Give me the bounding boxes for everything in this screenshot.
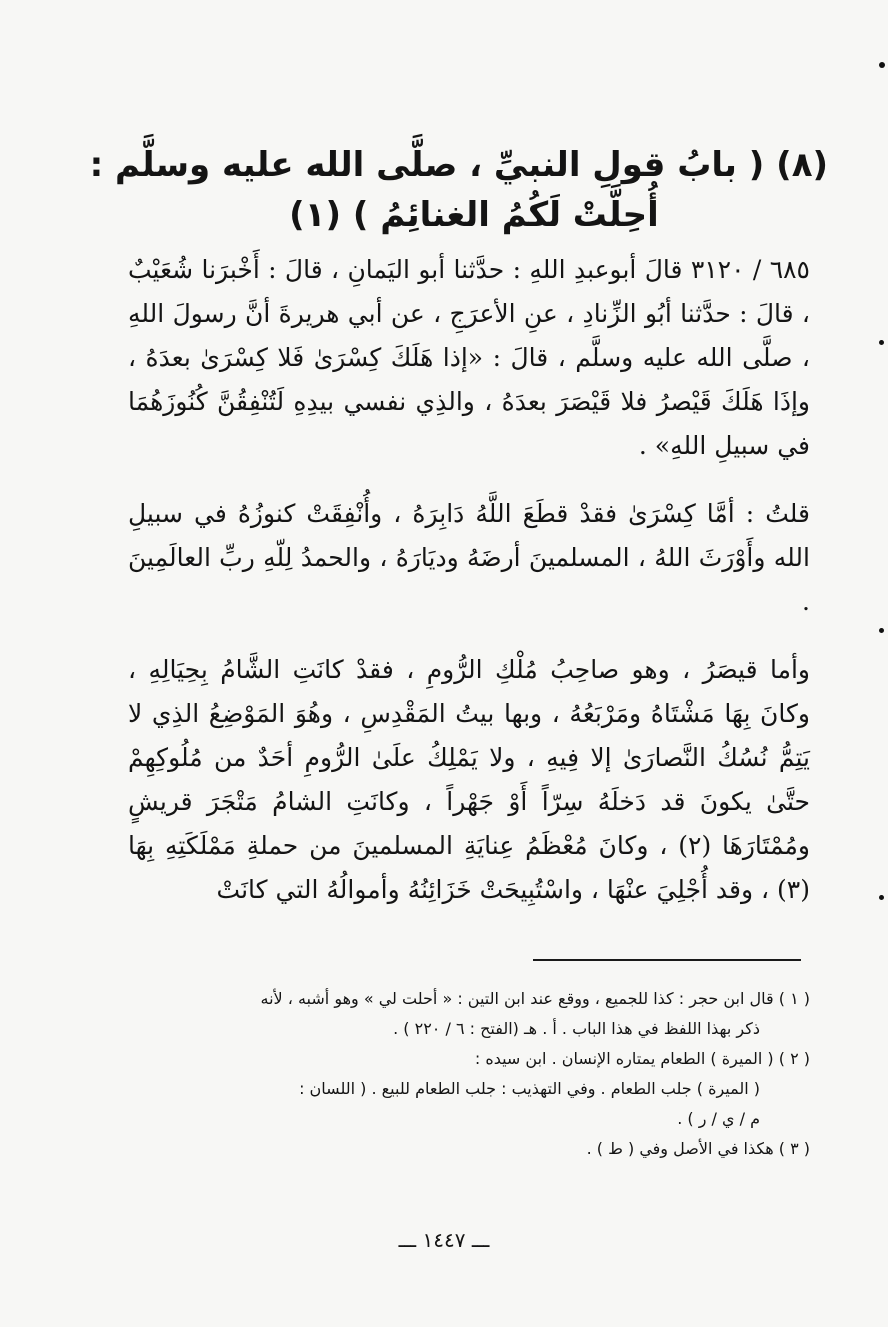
footnote-1: ( ١ ) قال ابن حجر : كذا للجميع ، ووقع عند ابن التين : « أحلت لي » وهو أشبه ، لأنه — [260, 989, 810, 1008]
footnote-2-continued: م / ي / ر ) . — [677, 1109, 760, 1128]
main-text — [128, 248, 810, 912]
scan-mark — [879, 628, 884, 633]
footnotes — [120, 984, 810, 1164]
scan-mark — [879, 895, 884, 900]
paragraph-gap — [128, 624, 810, 648]
chapter-heading — [89, 140, 828, 240]
footnote-1-continued: ذكر بهذا اللفظ في هذا الباب . أ . هـ (الفتح : ٦ / ٢٢٠ ) . — [393, 1019, 760, 1038]
footnote-2: ( ٢ ) ( الميرة ) الطعام يمتاره الإنسان . ابن سيده : — [474, 1049, 810, 1068]
hadith-paragraph: ٦٨٥ / ٣١٢٠ قالَ أبوعبدِ اللهِ : حدَّثنا أبو اليَمانِ ، قالَ : أَخْبرَنا شُعَيْبٌ ، قالَ : حدَّثنا أبُو الزِّنادِ ، عنِ الأعرَجِ ، عن أبي هريرةَ أنَّ رسولَ اللهِ ، صلَّى الله عليه وسلَّم ، قالَ : «إذا هَلَكَ كِسْرَىٰ فَلا كِسْرَىٰ بعدَهُ ، وإذَا هَلَكَ قَيْصرُ فلا قَيْصَرَ بعدَهُ ، والذِي نفسي بيدِهِ لَتُنْفِقُنَّ كُنُوزَهُمَا في سبيلِ اللهِ» . — [128, 255, 810, 460]
paragraph-gap — [128, 468, 810, 492]
commentary-paragraph-2: وأما قيصَرُ ، وهو صاحِبُ مُلْكِ الرُّومِ ، فقدْ كانَتِ الشَّامُ بِحِيَالِهِ ، وكانَ بِهَا مَشْتَاهُ ومَرْبَعُهُ ، وبها بيتُ المَقْدِسِ ، وهُوَ المَوْضِعُ الذِي لا يَتِمُّ نُسُكُ النَّصارَىٰ إلا فِيهِ ، ولا يَمْلِكُ علَىٰ الرُّومِ أحَدٌ من مُلُوكِهِمْ حتَّىٰ يكونَ قد دَخلَهُ سِرّاً أَوْ جَهْراً ، وكانَتِ الشامُ مَتْجَرَ قريشٍ ومُمْتَارَهَا (٢) ، وكانَ مُعْظَمُ عِنايَةِ المسلمينَ من حملةِ مَمْلَكَتِهِ بِهَا (٣) ، وقد أُجْلِيَ عنْهَا ، واسْتُبِيحَتْ خَزَائِنُهُ وأموالُهُ التي كانَتْ — [128, 655, 811, 904]
commentary-paragraph-1: قلتُ : أمَّا كِسْرَىٰ فقدْ قطَعَ اللَّهُ دَابِرَهُ ، وأُنْفِقَتْ كنوزُهُ في سبيلِ الله وأَوْرَثَ اللهُ ، المسلمينَ أرضَهُ وديَارَهُ ، والحمدُ لِلّهِ ربِّ العالَمِينَ . — [128, 499, 810, 616]
scan-mark — [879, 340, 884, 345]
footnote-separator — [533, 959, 801, 961]
chapter-heading-line-2: أُحِلَّتْ لَكُمُ الغنائِمُ ) (١) — [289, 195, 659, 235]
footnote-3: ( ٣ ) هكذا في الأصل وفي ( ط ) . — [586, 1139, 810, 1158]
scan-mark — [879, 62, 885, 68]
page-number: ـــ ١٤٤٧ ـــ — [398, 1228, 490, 1252]
footnote-2-continued: ( الميرة ) جلب الطعام . وفي التهذيب : جلب الطعام للبيع . ( اللسان : — [299, 1079, 760, 1098]
chapter-heading-line-1: (٨) ( بابُ قولِ النبيِّ ، صلَّى الله عليه وسلَّم : — [89, 145, 828, 185]
